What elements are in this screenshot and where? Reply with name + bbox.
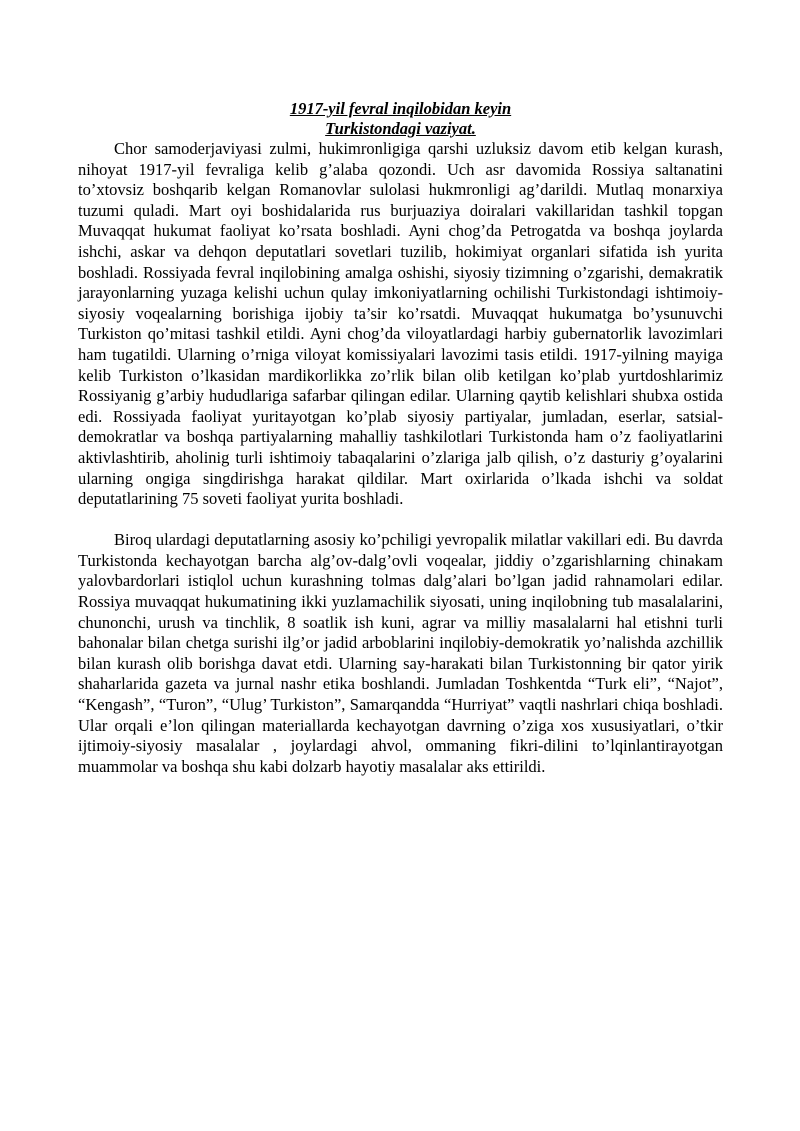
title-line-1: 1917-yil fevral inqilobidan keyin bbox=[289, 99, 512, 118]
document-body bbox=[78, 99, 723, 777]
document-title bbox=[78, 99, 723, 139]
title-line-2: Turkistondagi vaziyat. bbox=[325, 119, 476, 138]
paragraph-1: Chor samoderjaviyasi zulmi, hukimronligiga qarshi uzluksiz davom etib kelgan kurash, nihoyat 1917-yil fevraliga kelib g’alaba qozondi. Uch asr davomida Rossiya saltanatini to’xtovsiz boshqarib kelgan Romanovlar sulolasi hukmronligi ag’darildi. Mutlaq monarxiya tuzumi quladi. Mart oyi boshidalarida rus burjuaziya doiralari vakillaridan tashkil topgan Muvaqqat hukumat faoliyat ko’rsata boshladi. Ayni chog’da Petrogatda va boshqa joylarda ishchi, askar va dehqon deputatlari sovetlari tuzilib, hokimiyat organlari sifatida ish yurita boshladi. Rossiyada fevral inqilobining amalga oshishi, siyosiy tizimning o’zgarishi, demakratik jarayonlarning yuzaga kelishi uchun qulay imkoniyatlarning ochilishi Turkistondagi ishtimoiy-siyosiy voqealarning borishiga ijobiy ta’sir ko’rsatdi. Muvaqqat hukumatga bo’ysunuvchi Turkiston qo’mitasi tashkil etildi. Ayni chog’da viloyatlardagi harbiy gubernatorlik lavozimlari ham tugatildi. Ularning o’rniga viloyat komissiyalari lavozimi tasis etildi. 1917-yilning mayiga kelib Turkiston o’lkasidan mardikorlikka zo’rlik bilan olib ketilgan ko’plab yurtdoshlarimiz Rossiyanig g’arbiy hududlariga safarbar qilingan edilar. Ularning qaytib kelishlari shubxa ostida edi. Rossiyada faoliyat yuritayotgan ko’plab siyosiy partiyalar, jumladan, eserlar, satsial-demokratlar va boshqa partiyalarning mahalliy tashkilotlari Turkistonda ham o’z faoliyatlarini aktivlashtirib, aholinig turli ishtimoiy tabaqalarini o’zlariga jalb qilish, o’z dasturiy g’oyalarini ularning ongiga singdirishga harakat qildilar. Mart oxirlarida o’lkada ishchi va soldat deputatlarining 75 soveti faoliyat yurita boshladi. bbox=[78, 139, 723, 509]
paragraph-2: Biroq ulardagi deputatlarning asosiy ko’pchiligi yevropalik milatlar vakillari edi. Bu davrda Turkistonda kechayotgan barcha alg’ov-dalg’ovli voqealar, jiddiy o’zgarishlarning chinakam yalovbardorlari istiqlol uchun kurashning tolmas dalg’alari bo’lgan jadid rahnamolari edilar. Rossiya muvaqqat hukumatining ikki yuzlamachilik siyosati, uning inqilobning tub masalalarini, chunonchi, urush va tinchlik, 8 soatlik ish kuni, agrar va milliy masalalarni hal etishni turli bahonalar bilan chetga surishi ilg’or jadid arboblarini inqilobiy-demokratik yo’nalishda azchillik bilan kurash olib borishga davat etdi. Ularning say-harakati bilan Turkistonning bir qator yirik shaharlarida gazeta va jurnal nashr etika boshlandi. Jumladan Toshkentda “Turk eli”, “Najot”, “Kengash”, “Turon”, “Ulug’ Turkiston”, Samarqandda “Hurriyat” vaqtli nashrlari chiqa boshladi. Ular orqali e’lon qilingan materiallarda kechayotgan davrning o’ziga xos xususiyatlari, o’tkir ijtimoiy-siyosiy masalalar , joylardagi ahvol, ommaning fikri-dilini to’lqinlantirayotgan muammolar va boshqa shu kabi dolzarb hayotiy masalalar aks ettirildi. bbox=[78, 530, 723, 776]
